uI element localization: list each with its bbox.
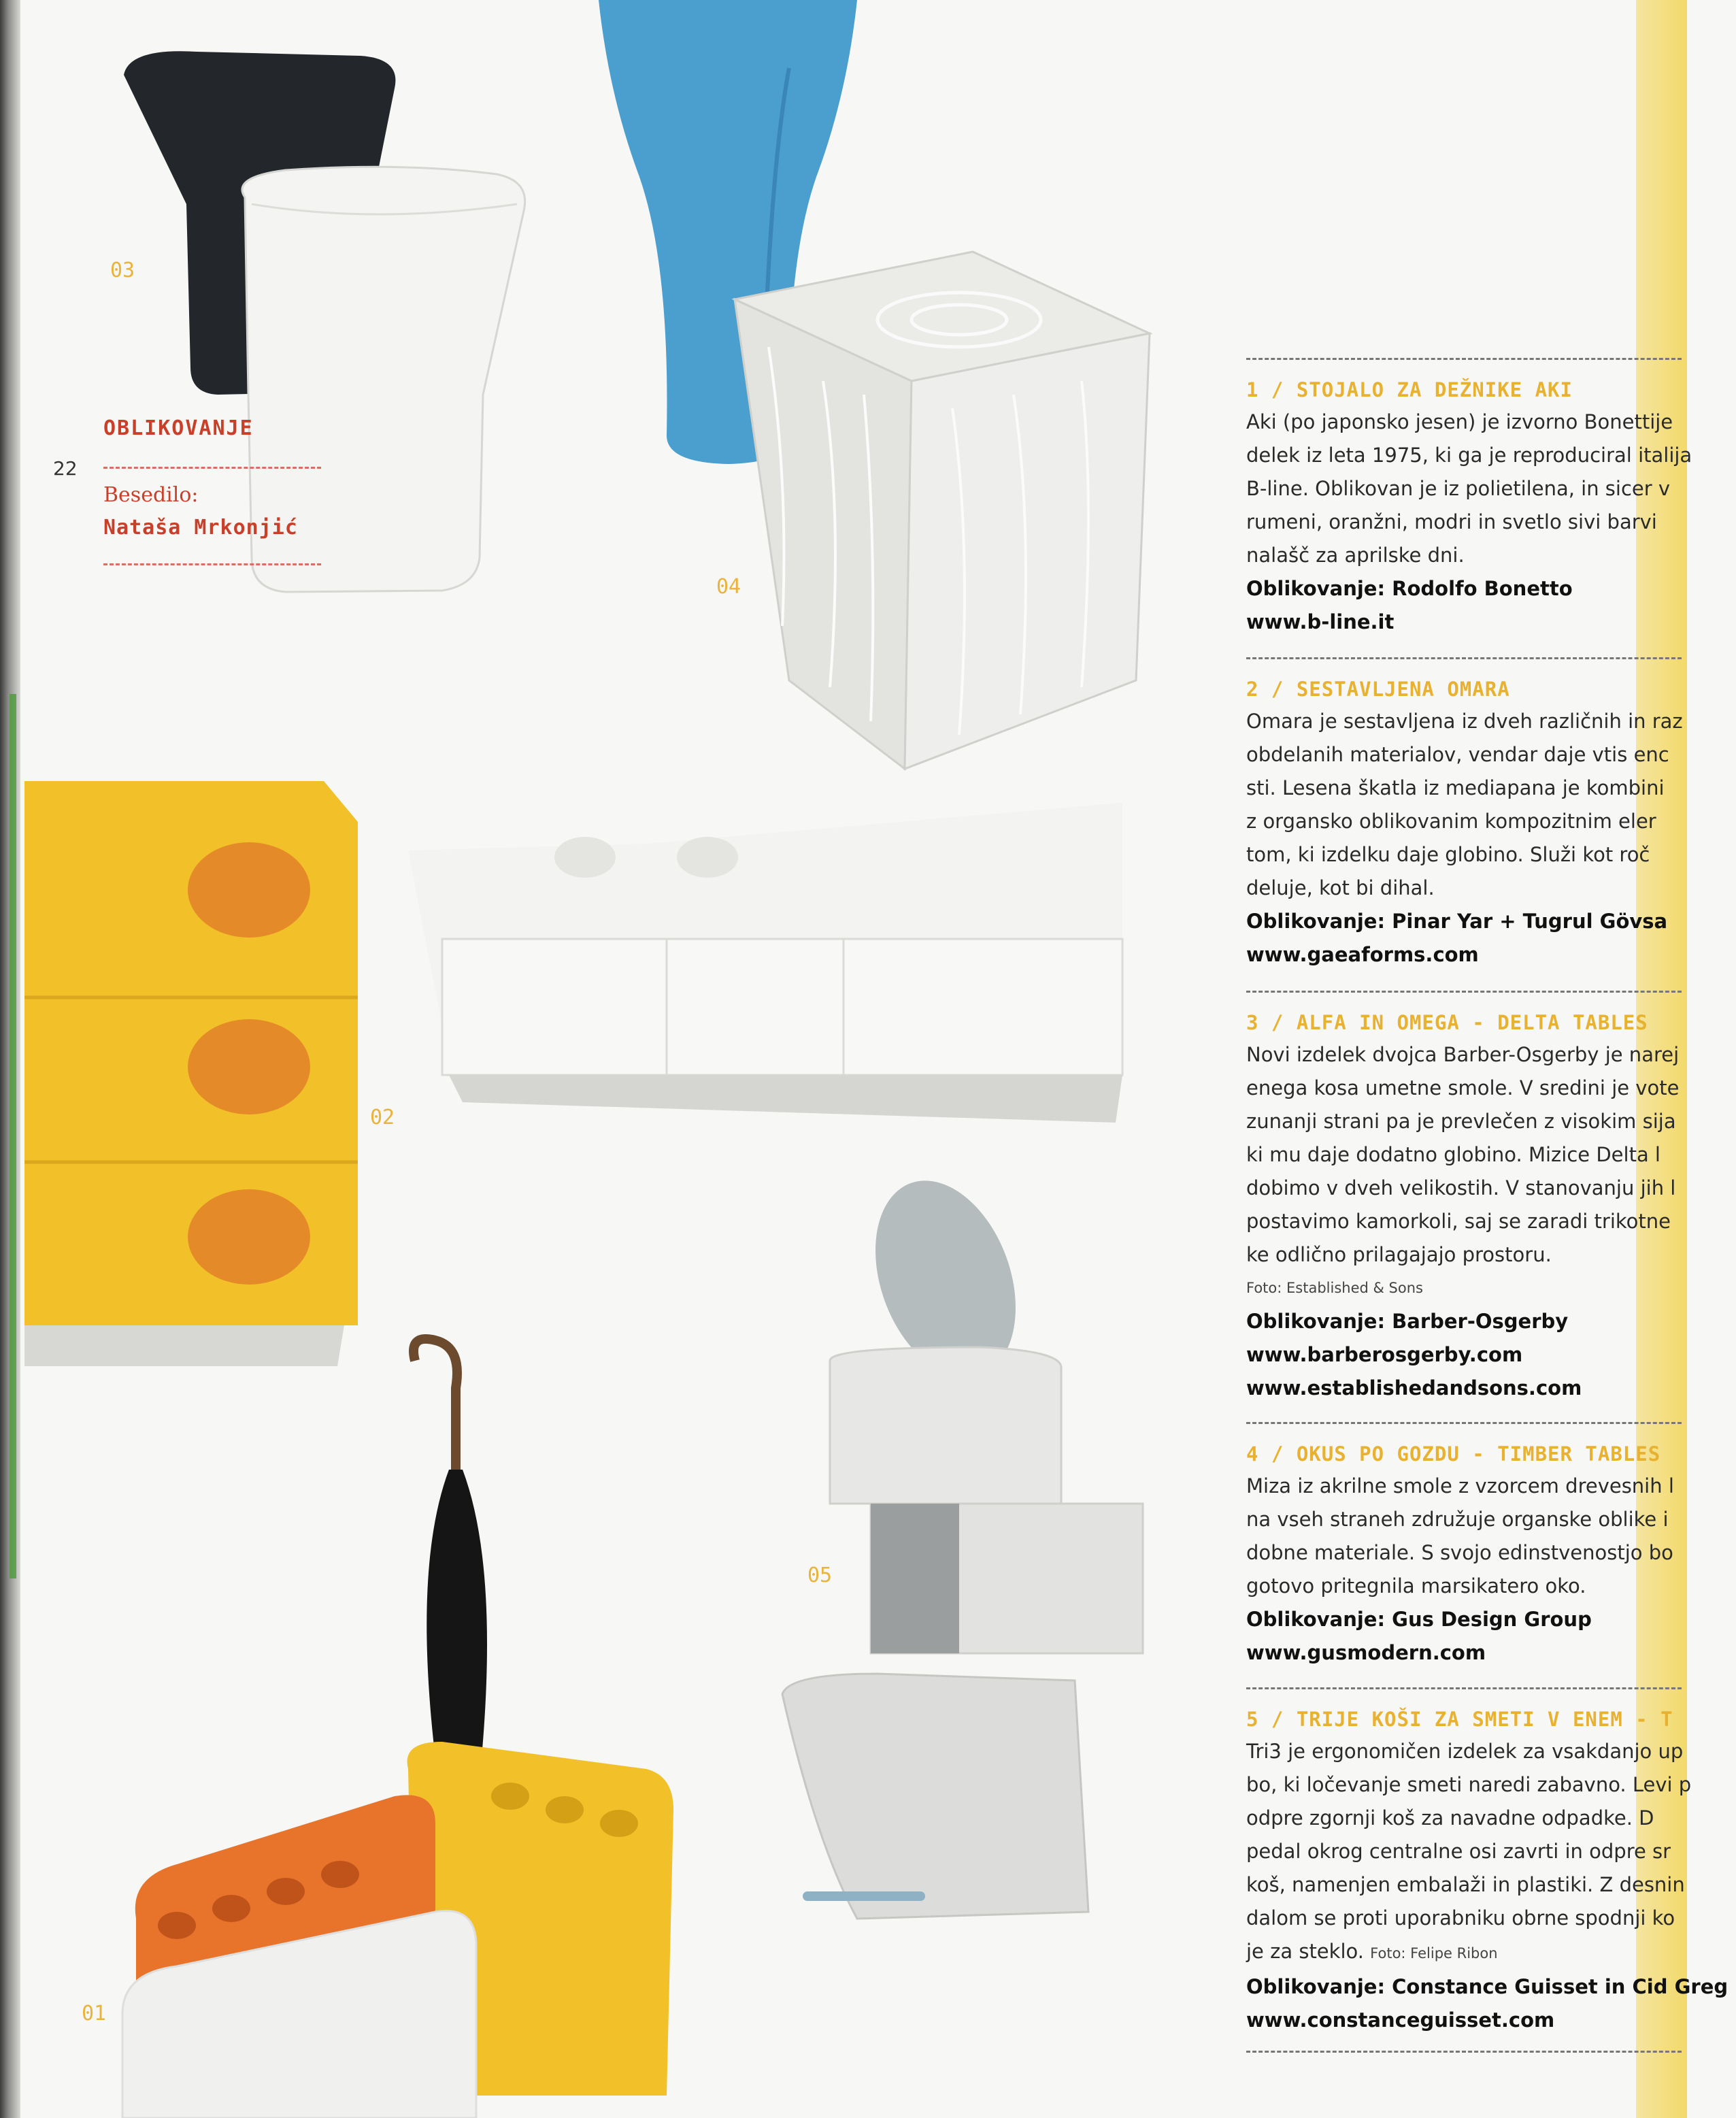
body-line: tom, ki izdelku daje globino. Služi kot roč — [1246, 843, 1650, 866]
body-line: odpre zgornji koš za navadne odpadke. D — [1246, 1806, 1654, 1830]
body-line: dobimo v dveh velikostih. V stanovanju jih l — [1246, 1176, 1676, 1199]
website-link[interactable]: www.barberosgerby.com — [1246, 1343, 1523, 1366]
body-line: ke odlično prilagajajo prostoru. — [1246, 1243, 1552, 1266]
photo-timber-table — [728, 245, 1163, 776]
divider — [1246, 1422, 1682, 1424]
designer-credit: Oblikovanje: Constance Guisset in Cid Greg — [1246, 1975, 1729, 1998]
figure-number-05: 05 — [807, 1563, 833, 1587]
section-label: OBLIKOVANJE — [103, 416, 254, 440]
divider — [1246, 358, 1682, 360]
website-link[interactable]: www.gaeaforms.com — [1246, 943, 1479, 966]
designer-credit: Oblikovanje: Pinar Yar + Tugrul Gövsa — [1246, 910, 1668, 933]
body-line: dobne materiale. S svojo edinstvenostjo bo — [1246, 1541, 1673, 1564]
item-body — [1246, 1470, 1736, 1670]
body-line: deluje, kot bi dihal. — [1246, 876, 1435, 899]
figure-number-03: 03 — [110, 259, 135, 282]
divider — [103, 563, 321, 565]
item-title: 3 / ALFA IN OMEGA - DELTA TABLES — [1246, 1011, 1648, 1034]
figure-number-04: 04 — [716, 575, 741, 599]
body-line: na vseh straneh združuje organske oblike i — [1246, 1508, 1669, 1531]
body-line: Miza iz akrilne smole z vzorcem drevesnih l — [1246, 1474, 1674, 1498]
body-line: Tri3 je ergonomičen izdelek za vsakdanjo up — [1246, 1740, 1684, 1763]
body-line: postavimo kamorkoli, saj se zaradi trikotne — [1246, 1210, 1671, 1233]
page-number: 22 — [53, 457, 78, 480]
divider — [1246, 657, 1682, 659]
body-line — [1246, 1935, 1736, 1970]
item-title: 4 / OKUS PO GOZDU - TIMBER TABLES — [1246, 1442, 1661, 1466]
body-line: z organsko oblikovanim kompozitnim eler — [1246, 810, 1656, 833]
body-line: gotovo pritegnila marsikatero oko. — [1246, 1574, 1586, 1598]
body-line: sti. Lesena škatla iz mediapana je kombini — [1246, 776, 1665, 799]
divider — [103, 467, 321, 469]
item-body — [1246, 406, 1736, 639]
designer-credit: Oblikovanje: Barber-Osgerby — [1246, 1310, 1569, 1333]
photo-yellow-drawers — [24, 781, 358, 1366]
body-line-end: je za steklo. — [1246, 1940, 1364, 1963]
body-line: Novi izdelek dvojca Barber-Osgerby je narej — [1246, 1043, 1680, 1066]
item-title: 1 / STOJALO ZA DEŽNIKE AKI — [1246, 378, 1573, 401]
divider — [1246, 2051, 1682, 2053]
divider — [1246, 991, 1682, 993]
designer-credit: Oblikovanje: Rodolfo Bonetto — [1246, 577, 1573, 600]
item-title: 2 / SESTAVLJENA OMARA — [1246, 678, 1510, 701]
photo-trash-bins — [775, 1177, 1170, 1953]
item-body — [1246, 1735, 1736, 2037]
item-body — [1246, 1038, 1736, 1405]
body-line: Omara je sestavljena iz dveh različnih in raz — [1246, 710, 1683, 733]
photo-credit: Foto: Established & Sons — [1246, 1280, 1423, 1296]
body-line: koš, namenjen embalaži in plastiki. Z desnin — [1246, 1873, 1685, 1896]
item-body — [1246, 705, 1736, 972]
website-link[interactable]: www.establishedandsons.com — [1246, 1376, 1582, 1400]
body-line: zunanji strani pa je prevlečen z visokim sija — [1246, 1110, 1676, 1133]
body-line: dalom se proti uporabniku obrne spodnji ko — [1246, 1906, 1675, 1930]
figure-number-02: 02 — [370, 1106, 395, 1129]
photo-credit: Foto: Felipe Ribon — [1370, 1945, 1498, 1962]
body-line: obdelanih materialov, vendar daje vtis enc — [1246, 743, 1669, 766]
website-link[interactable]: www.constanceguisset.com — [1246, 2008, 1555, 2032]
body-line: rumeni, oranžni, modri in svetlo sivi barvi — [1246, 510, 1657, 533]
body-line: ki mu daje dodatno globino. Mizice Delta l — [1246, 1143, 1660, 1166]
spine-color-strip — [10, 694, 16, 1578]
body-line: bo, ki ločevanje smeti naredi zabavno. Levi p — [1246, 1773, 1692, 1796]
credit-label: Besedilo: — [103, 483, 199, 507]
body-line: nalašč za aprilske dni. — [1246, 544, 1465, 567]
body-line: B-line. Oblikovan je iz polietilena, in sicer v — [1246, 477, 1671, 500]
figure-number-01: 01 — [82, 2002, 107, 2025]
product-descriptions-column — [1246, 0, 1729, 2118]
body-line: enega kosa umetne smole. V sredini je vote — [1246, 1076, 1680, 1099]
photo-umbrella-stands — [122, 1334, 680, 2118]
body-line: delek iz leta 1975, ki ga je reproduciral italija — [1246, 444, 1692, 467]
body-line: Aki (po japonsko jesen) je izvorno Bonettije — [1246, 410, 1673, 433]
credit-name: Nataša Mrkonjić — [103, 516, 298, 540]
photo-sideboard — [408, 803, 1129, 1157]
website-link[interactable]: www.b-line.it — [1246, 610, 1395, 633]
item-title: 5 / TRIJE KOŠI ZA SMETI V ENEM - T — [1246, 1708, 1673, 1731]
body-line: pedal okrog centralne osi zavrti in odpre sr — [1246, 1840, 1671, 1863]
designer-credit: Oblikovanje: Gus Design Group — [1246, 1608, 1592, 1631]
website-link[interactable]: www.gusmodern.com — [1246, 1641, 1486, 1664]
divider — [1246, 1687, 1682, 1689]
photo-stools — [116, 41, 592, 599]
